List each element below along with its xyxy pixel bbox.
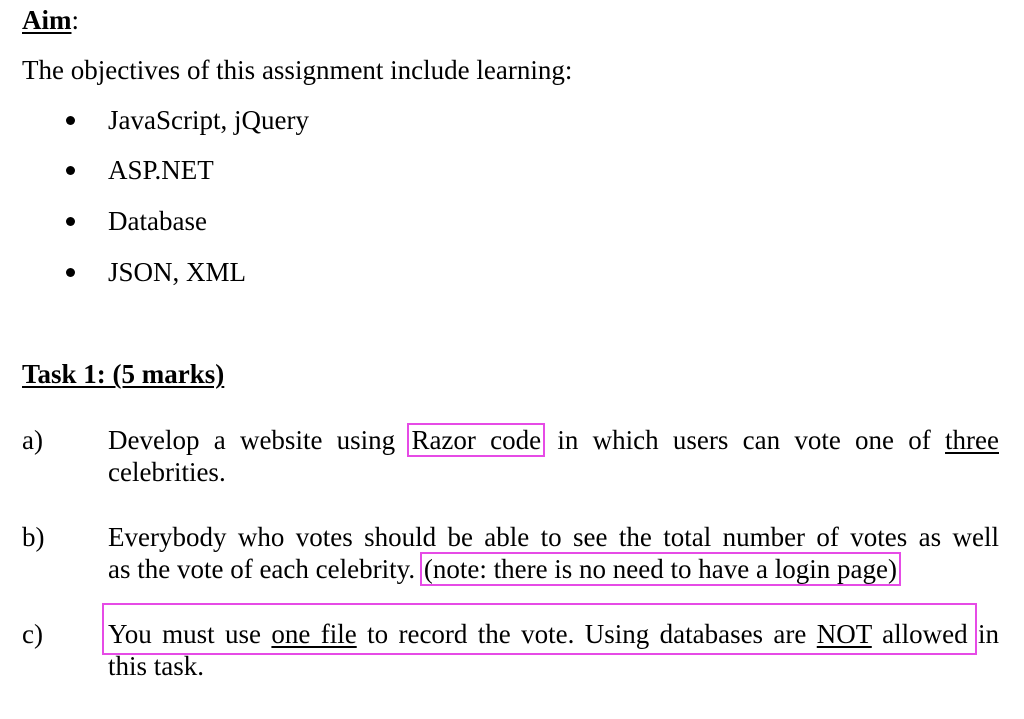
bullet-icon [66, 268, 75, 277]
item-text: in which users can vote one of [557, 425, 931, 455]
bullet-text: ASP.NET [108, 155, 214, 185]
aim-intro: The objectives of this assignment include learning: [22, 55, 573, 85]
bullet-text: JavaScript, jQuery [108, 105, 309, 135]
bullet-icon [66, 116, 75, 125]
highlight-box: Razor code [407, 423, 545, 457]
item-text: allowed [882, 619, 968, 649]
item-marker: b) [22, 522, 45, 552]
item-line: Everybody who votes should be able to see the total number of votes as well [108, 522, 999, 552]
item-line: celebrities. [108, 457, 226, 487]
item-line: this task. [108, 651, 205, 681]
bullet-text: Database [108, 206, 207, 236]
aim-heading-label: Aim [22, 5, 72, 35]
underlined-text: NOT [816, 619, 872, 649]
highlight-box: (note: there is no need to have a login page) [420, 552, 901, 586]
item-line [108, 424, 999, 456]
bullet-text: JSON, XML [108, 257, 247, 287]
bullet-icon [66, 166, 75, 175]
item-text: You must use [108, 619, 262, 649]
item-text: as the vote of each celebrity. [108, 554, 416, 584]
item-line [108, 618, 999, 650]
underlined-text: three [945, 425, 999, 455]
aim-heading-colon: : [71, 5, 80, 35]
item-text: Develop a website using [108, 425, 396, 455]
item-text: in [978, 619, 1000, 649]
task-heading: Task 1: (5 marks) [22, 359, 225, 389]
underlined-text: one file [271, 619, 357, 649]
aim-heading [22, 4, 79, 36]
item-text: to record the vote. Using databases are [367, 619, 807, 649]
bullet-icon [66, 217, 75, 226]
item-line [108, 553, 899, 585]
item-marker: a) [22, 425, 43, 455]
item-marker: c) [22, 619, 43, 649]
